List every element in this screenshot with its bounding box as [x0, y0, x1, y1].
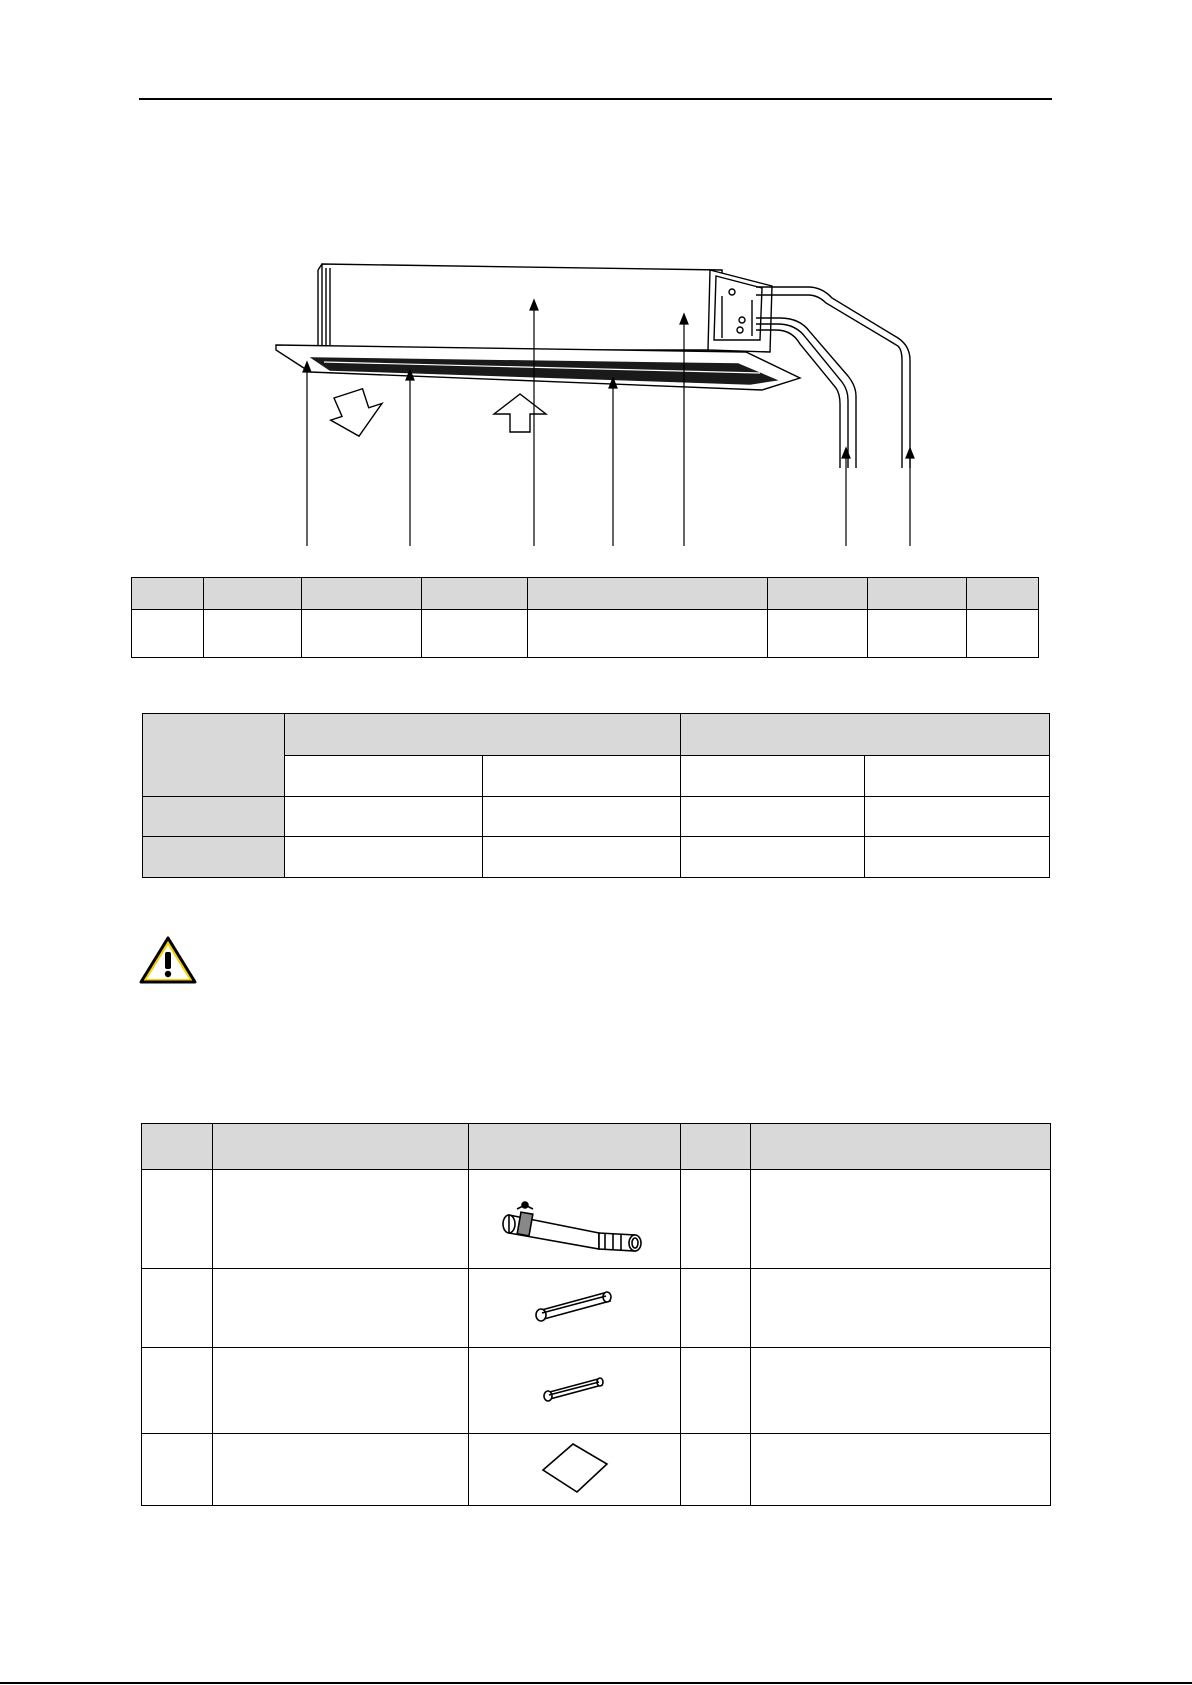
accessory-no	[142, 1269, 213, 1348]
spec-cell	[483, 797, 681, 837]
accessories-table	[141, 1123, 1051, 1506]
spec-subheader	[483, 756, 681, 797]
spec-group-header	[681, 714, 1050, 756]
parts-cell	[132, 610, 204, 658]
spec-corner-cell	[143, 714, 285, 797]
spec-cell	[865, 837, 1050, 878]
parts-cell	[768, 610, 868, 658]
spec-cell	[865, 797, 1050, 837]
spec-cell	[285, 797, 483, 837]
parts-table	[131, 577, 1039, 658]
accessory-qty	[681, 1434, 751, 1506]
parts-cell	[868, 610, 967, 658]
parts-cell	[302, 610, 422, 658]
accessory-name	[213, 1170, 469, 1269]
parts-cell	[967, 610, 1039, 658]
drain-hose-icon	[495, 1183, 655, 1253]
table-row	[142, 1348, 1051, 1434]
spec-table	[142, 713, 1050, 878]
spec-cell	[285, 837, 483, 878]
footer-rule	[0, 1682, 1192, 1684]
accessory-no	[142, 1348, 213, 1434]
parts-cell	[204, 610, 302, 658]
accessory-name	[213, 1269, 469, 1348]
accessory-name	[213, 1348, 469, 1434]
accessory-name	[213, 1434, 469, 1506]
parts-header-cell	[768, 578, 868, 610]
parts-header-cell	[204, 578, 302, 610]
parts-header-cell	[868, 578, 967, 610]
accessory-image-cell	[469, 1170, 681, 1269]
parts-cell	[528, 610, 768, 658]
spec-cell	[483, 837, 681, 878]
parts-header-cell	[967, 578, 1039, 610]
manual-booklet-icon	[535, 1440, 615, 1496]
parts-header-cell	[132, 578, 204, 610]
accessories-header-cell	[142, 1124, 213, 1170]
parts-header-cell	[528, 578, 768, 610]
accessory-purpose	[751, 1348, 1051, 1434]
accessories-header-cell	[681, 1124, 751, 1170]
spec-subheader	[285, 756, 483, 797]
spec-cell	[681, 837, 865, 878]
accessory-qty	[681, 1269, 751, 1348]
accessories-header-cell	[751, 1124, 1051, 1170]
spec-cell	[681, 797, 865, 837]
accessory-image-cell	[469, 1434, 681, 1506]
spec-subheader	[681, 756, 865, 797]
table-row	[142, 1269, 1051, 1348]
warning-triangle-icon	[139, 935, 197, 985]
parts-cell	[422, 610, 528, 658]
spec-subheader	[865, 756, 1050, 797]
accessory-purpose	[751, 1269, 1051, 1348]
accessory-purpose	[751, 1170, 1051, 1269]
accessories-header-cell	[469, 1124, 681, 1170]
accessory-no	[142, 1170, 213, 1269]
parts-header-cell	[302, 578, 422, 610]
spec-row-label	[143, 837, 285, 878]
accessory-purpose	[751, 1434, 1051, 1506]
accessory-no	[142, 1434, 213, 1506]
spec-row-label	[143, 797, 285, 837]
table-row	[142, 1170, 1051, 1269]
accessory-qty	[681, 1170, 751, 1269]
insulation-tube-small-icon	[540, 1373, 610, 1405]
accessory-qty	[681, 1348, 751, 1434]
parts-header-cell	[422, 578, 528, 610]
indoor-unit-diagram	[0, 0, 1192, 560]
accessories-header-cell	[213, 1124, 469, 1170]
spec-group-header	[285, 714, 681, 756]
accessory-image-cell	[469, 1348, 681, 1434]
accessory-image-cell	[469, 1269, 681, 1348]
table-row	[142, 1434, 1051, 1506]
insulation-tube-large-icon	[530, 1287, 620, 1327]
